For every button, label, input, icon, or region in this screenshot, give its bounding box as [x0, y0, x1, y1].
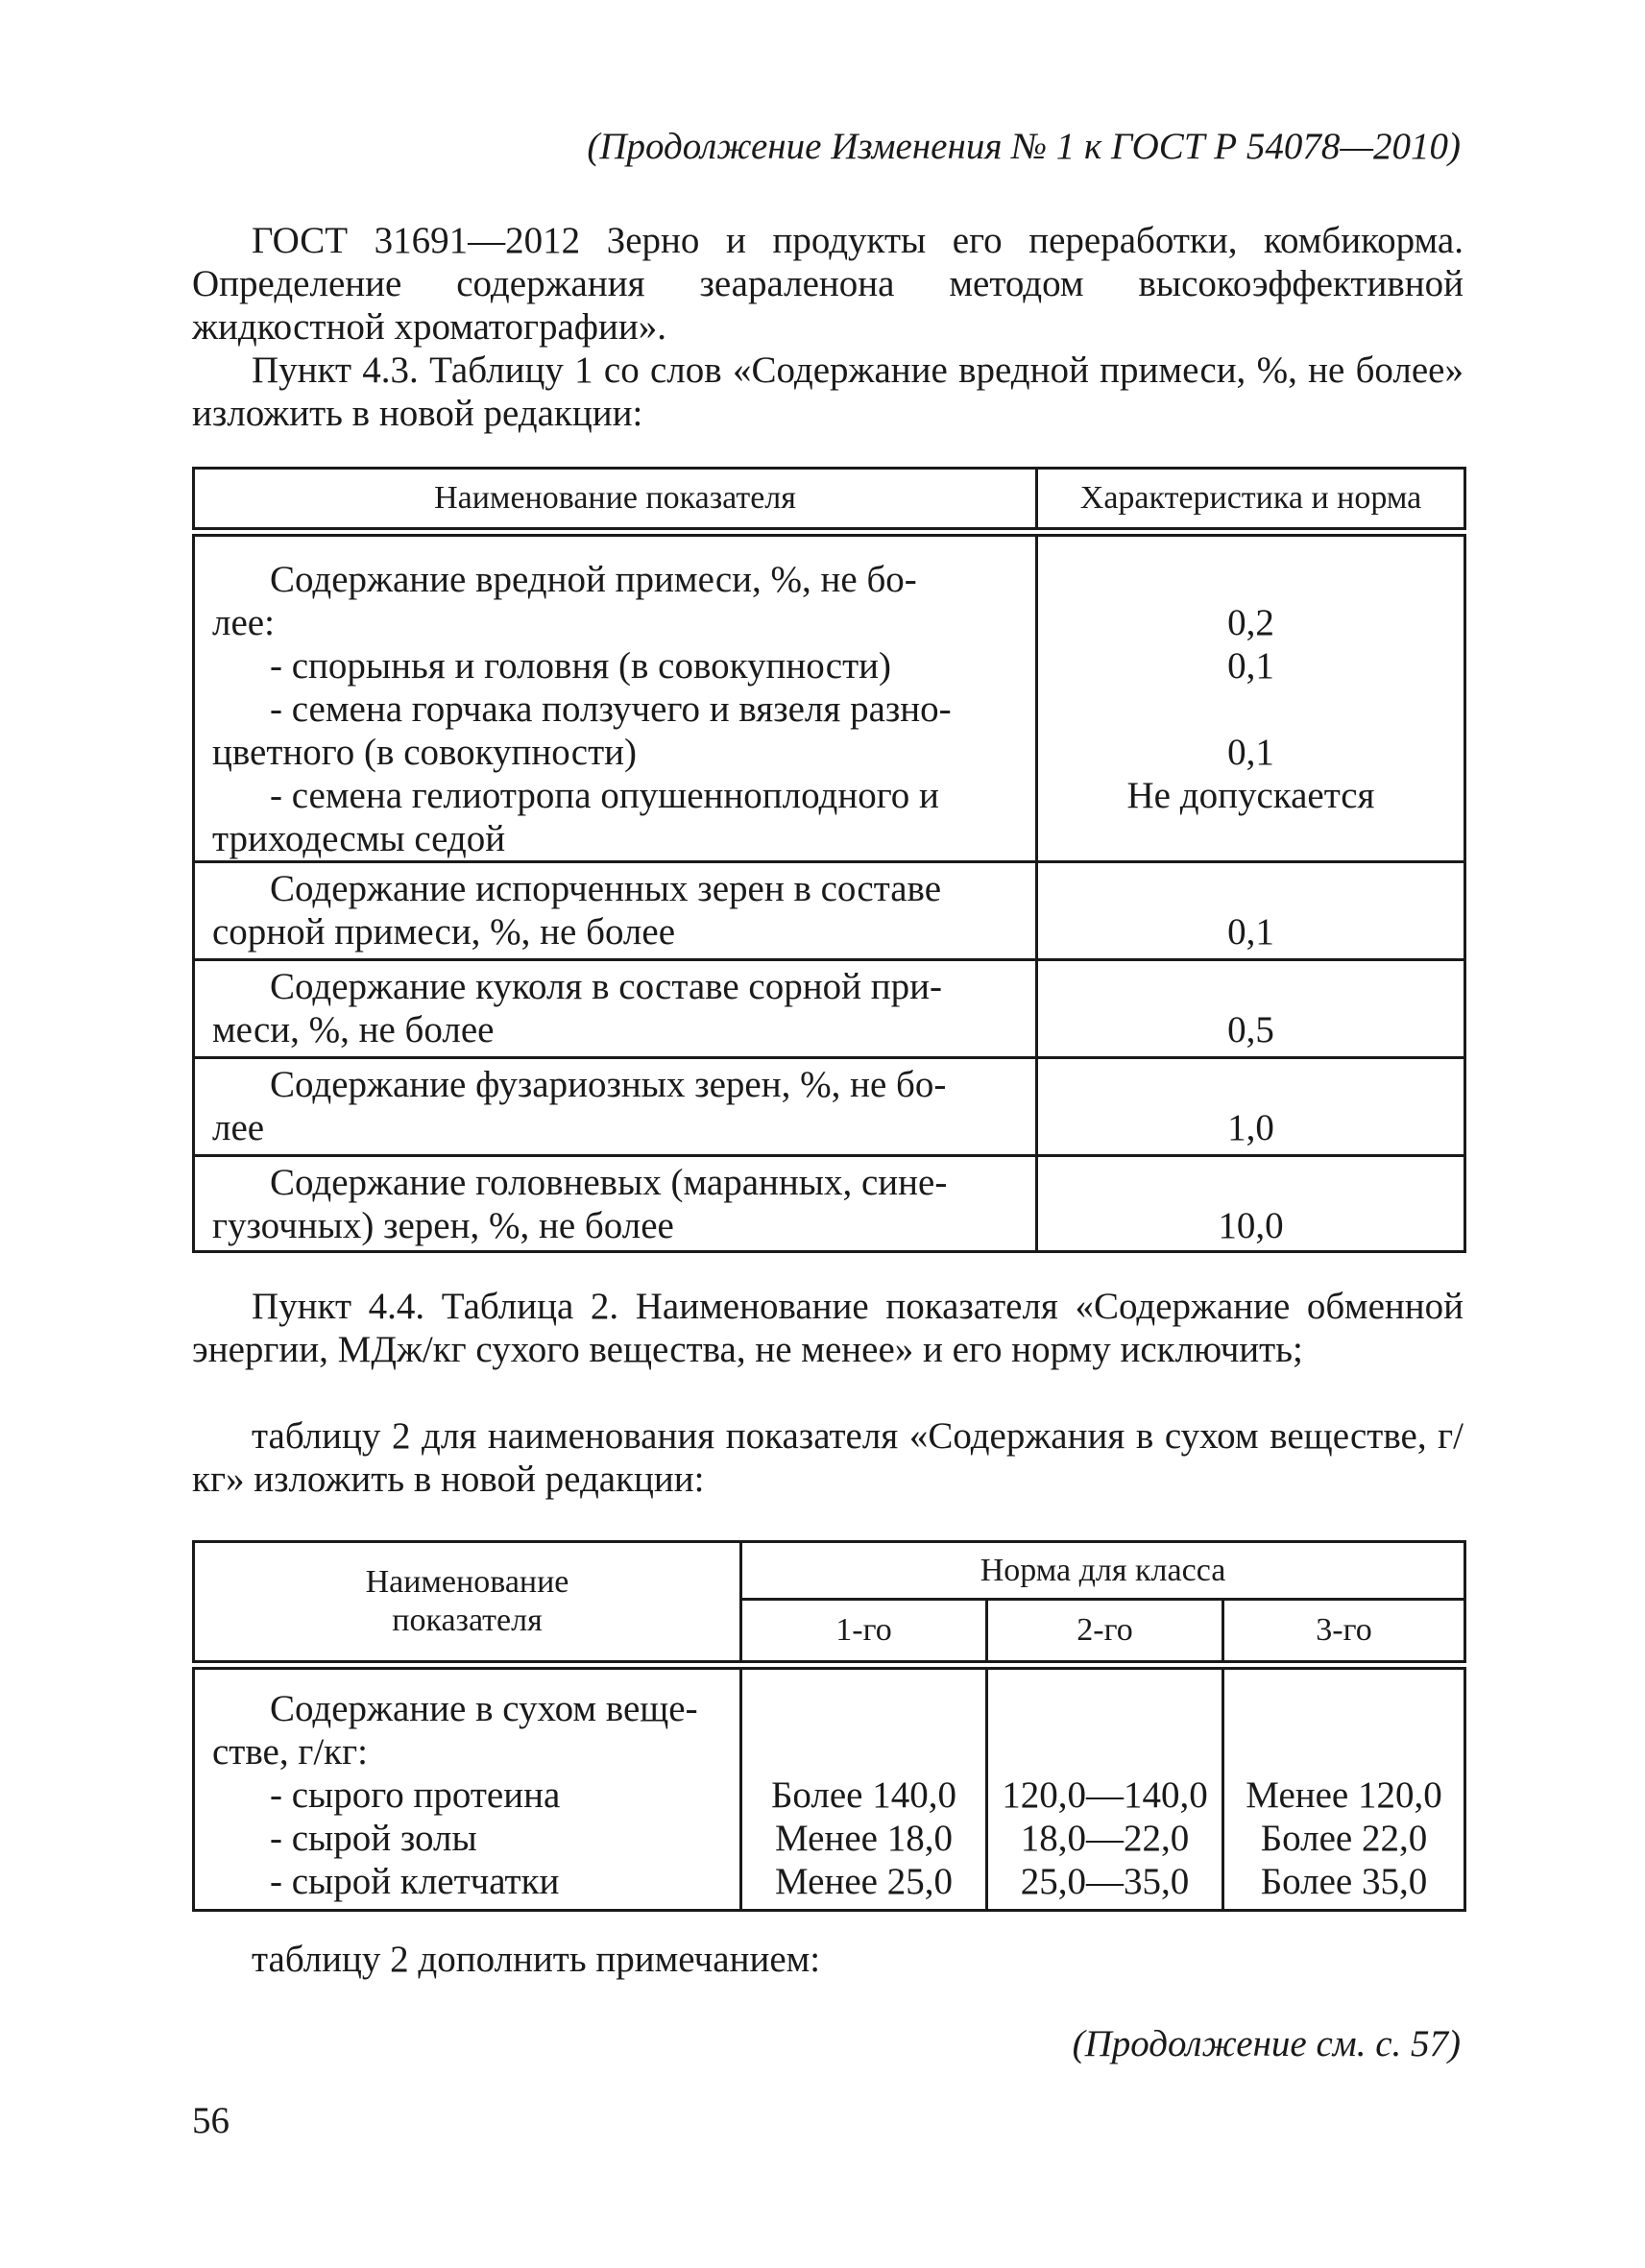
table1-row5-line1: Содержание головневых (маранных, сине- — [270, 1161, 948, 1203]
table1-row4-line2: лее — [212, 1106, 265, 1148]
table2-name-ash: - сырой золы — [270, 1817, 477, 1859]
table2-name-protein: - сырого протеина — [270, 1773, 561, 1816]
table1-row2-line1: Содержание испорченных зерен в составе — [270, 867, 942, 909]
table2-class2-ash: 18,0—22,0 — [1020, 1817, 1190, 1859]
table1-row3-value: 0,5 — [1037, 959, 1465, 1057]
table-row — [194, 959, 1465, 1057]
table-row — [194, 532, 1465, 862]
table2-header-norm-group: Норма для класса — [741, 1542, 1465, 1600]
paragraph-clause-4-4: Пункт 4.4. Таблица 2. Наименование показателя «Содержание обменной энергии, МДж/кг сухого вещества, не менее» и его норму исключить; — [192, 1286, 1464, 1370]
table1-header-norm: Характеристика и норма — [1037, 469, 1465, 532]
continuation-footer: (Продолжение см. с. 57) — [1072, 2023, 1461, 2064]
table2-class3-ash: Более 22,0 — [1260, 1817, 1428, 1859]
table2-class2-fiber: 25,0—35,0 — [1020, 1860, 1190, 1902]
table2-header-class1: 1-го — [741, 1600, 987, 1665]
table2-class3-fiber: Более 35,0 — [1260, 1860, 1428, 1902]
table2-header-class3: 3-го — [1223, 1600, 1465, 1665]
table2-class1-ash: Менее 18,0 — [775, 1817, 953, 1859]
table1-row1-value-ergot: 0,1 — [1227, 644, 1274, 687]
table-row — [194, 1155, 1465, 1251]
table-dry-matter-norms — [192, 1540, 1466, 1912]
page-number: 56 — [192, 2100, 230, 2141]
table2-class1-protein: Более 140,0 — [771, 1773, 956, 1816]
table1-row1-value-heliotrope: Не допускается — [1126, 774, 1375, 816]
table1-header-indicator: Наименование показателя — [194, 469, 1037, 532]
table1-row3-line2: меси, %, не более — [212, 1008, 495, 1050]
table1-row1-value-total: 0,2 — [1227, 601, 1274, 643]
table2-class2-protein: 120,0—140,0 — [1002, 1773, 1208, 1816]
paragraph-table2-intro: таблицу 2 для наименования показателя «Содержания в сухом веществе, г/кг» изложить в новой редакции: — [192, 1415, 1464, 1500]
table1-row1-value-gorchak: 0,1 — [1227, 731, 1274, 773]
table-row — [194, 1057, 1465, 1155]
table-harmful-impurity — [192, 467, 1466, 1253]
table1-row5-value: 10,0 — [1037, 1155, 1465, 1251]
table2-class1-fiber: Менее 25,0 — [775, 1860, 953, 1902]
table1-row4-line1: Содержание фузариозных зерен, %, не бо- — [270, 1063, 947, 1105]
table1-row1-line5: цветного (в совокупности) — [212, 731, 637, 773]
table2-header-indicator-line1: Наименование — [365, 1563, 569, 1600]
table2-name-line2: стве, г/кг: — [212, 1730, 368, 1773]
table2-name-fiber: - сырой клетчатки — [270, 1860, 560, 1902]
table1-row1-line6: - семена гелиотропа опушенноплодного и — [270, 774, 939, 816]
table-row — [194, 1665, 1465, 1911]
table-row — [194, 861, 1465, 959]
table1-row1-line4: - семена горчака ползучего и вязеля разно- — [270, 688, 952, 730]
table1-row1-line2: лее: — [212, 601, 275, 643]
paragraph-note-intro: таблицу 2 дополнить примечанием: — [252, 1939, 821, 1980]
table1-row2-line2: сорной примеси, %, не более — [212, 910, 676, 953]
table2-header-indicator — [194, 1542, 741, 1665]
paragraph-gost-reference: ГОСТ 31691—2012 Зерно и продукты его переработки, комбикорма. Определение содержания зеараленона методом высокоэффективной жидкостной хроматографии». — [192, 220, 1464, 348]
table1-row2-value: 0,1 — [1037, 861, 1465, 959]
table2-header-indicator-line2: показателя — [392, 1602, 543, 1638]
continuation-header: (Продолжение Изменения № 1 к ГОСТ Р 54078—2010) — [587, 126, 1461, 167]
table1-row3-line1: Содержание куколя в составе сорной при- — [270, 965, 942, 1007]
table2-header-class2: 2-го — [987, 1600, 1223, 1665]
table1-row4-value: 1,0 — [1037, 1057, 1465, 1155]
table2-class3-protein: Менее 120,0 — [1246, 1773, 1442, 1816]
paragraph-clause-4-3: Пункт 4.3. Таблицу 1 со слов «Содержание вредной примеси, %, не более» изложить в новой редакции: — [192, 350, 1464, 434]
table1-row1-line3: - спорынья и головня (в совокупности) — [270, 644, 891, 687]
table1-row1-line1: Содержание вредной примеси, %, не бо- — [270, 558, 917, 600]
table2-name-line1: Содержание в сухом веще- — [270, 1687, 698, 1729]
table1-row5-line2: гузочных) зерен, %, не более — [212, 1204, 674, 1246]
table1-row1-line7: триходесмы седой — [212, 817, 506, 859]
